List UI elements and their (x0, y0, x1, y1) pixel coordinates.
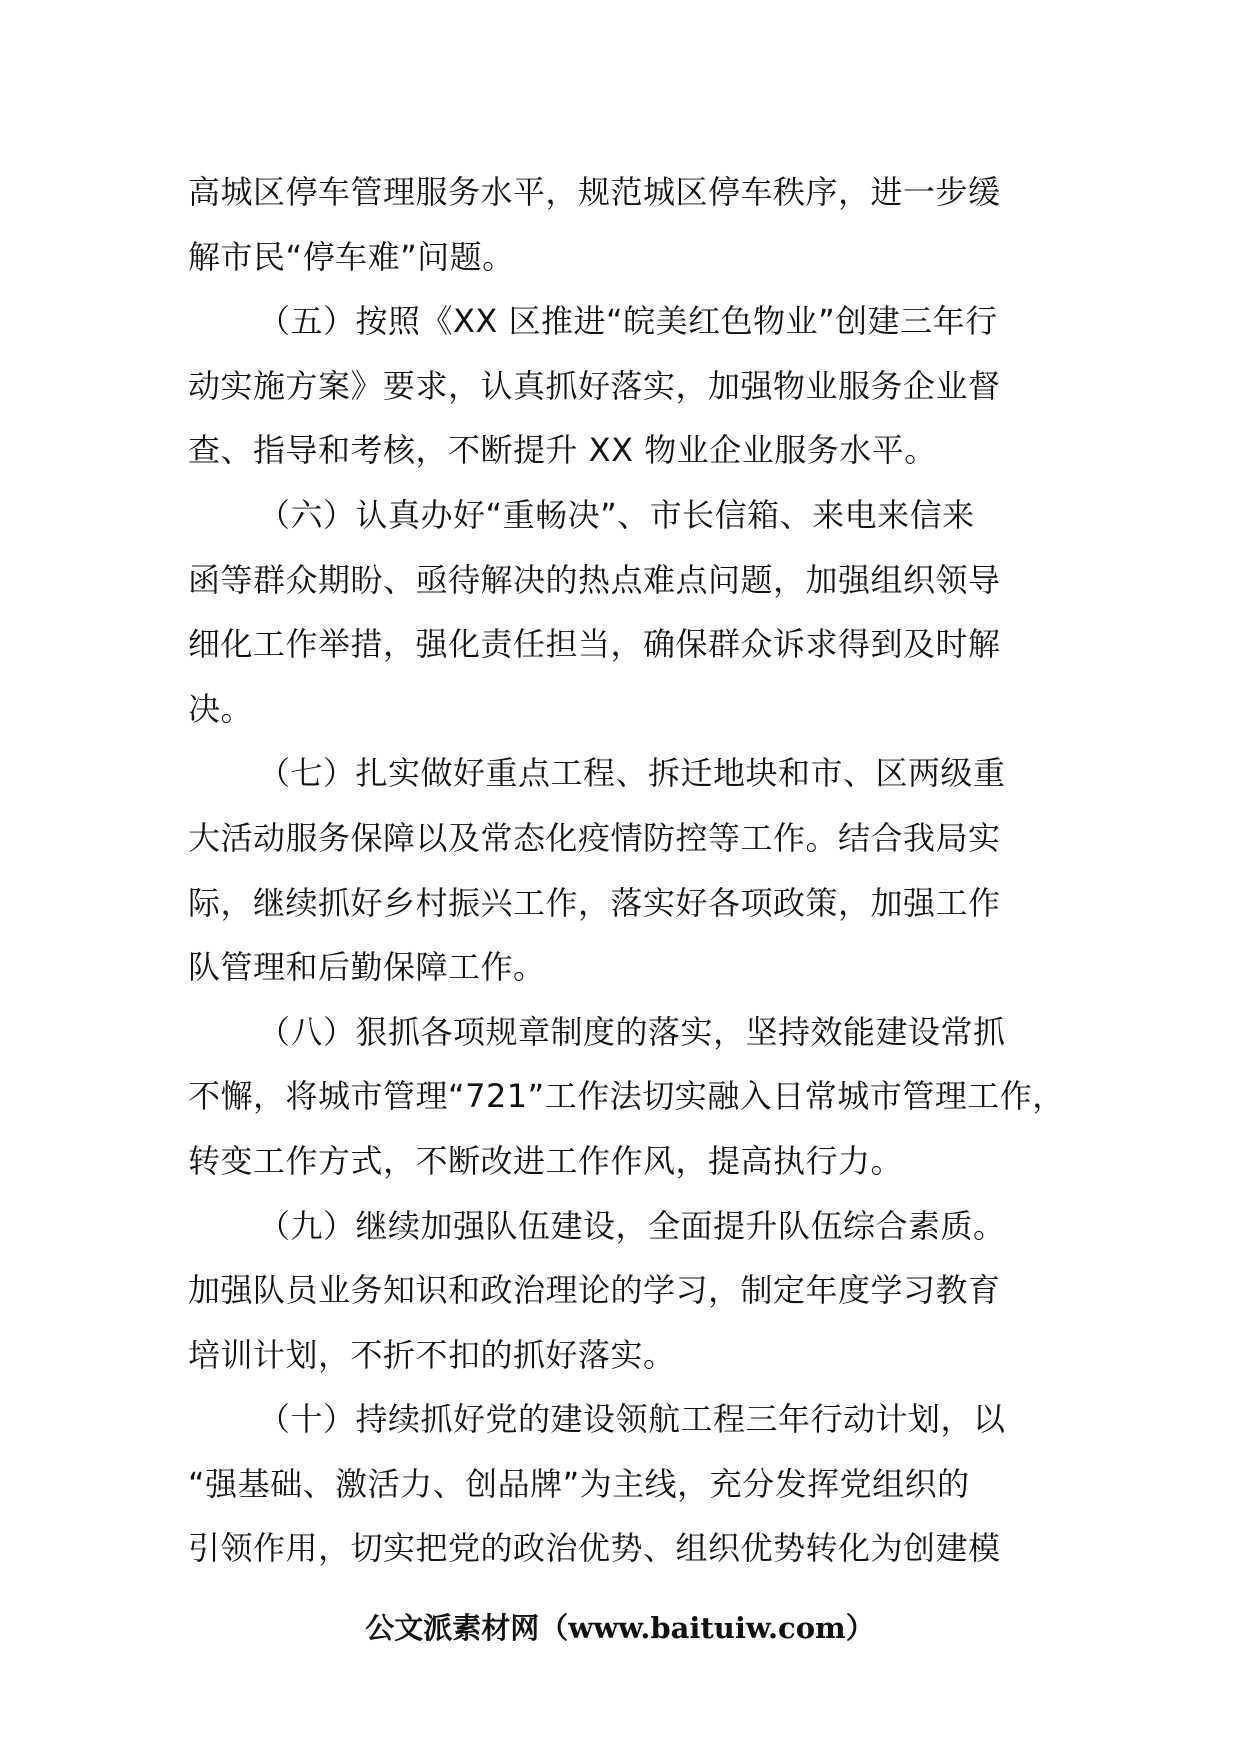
text-line: （八）狠抓各项规章制度的落实，坚持效能建设常抓 (258, 1012, 1006, 1051)
text-line: （五）按照《XX 区推进“皖美红色物业”创建三年行 (258, 302, 998, 341)
text-line: 查、指导和考核，不断提升 XX 物业企业服务水平。 (188, 431, 937, 470)
text-line: （六）认真办好“重畅决”、市长信箱、来电来信来 (258, 495, 975, 534)
document-body (188, 160, 1088, 1581)
text-line: “强基础、激活力、创品牌”为主线，充分发挥党组织的 (188, 1464, 970, 1503)
text-line: 高城区停车管理服务水平，规范城区停车秩序，进一步缓 (188, 173, 1001, 211)
text-line: 函等群众期盼、亟待解决的热点难点问题，加强组织领导 (188, 560, 1001, 599)
text-line: （十）持续抓好党的建设领航工程三年行动计划，以 (258, 1400, 1006, 1439)
text-line: 队管理和后勤保障工作。 (188, 948, 546, 987)
text-line: 大活动服务保障以及常态化疫情防控等工作。结合我局实 (188, 818, 1001, 857)
text-line: 动实施方案》要求，认真抓好落实，加强物业服务企业督 (188, 366, 1001, 405)
text-line: 培训计划，不折不扣的抓好落实。 (188, 1335, 676, 1374)
text-line: 不懈，将城市管理“721”工作法切实融入日常城市管理工作， (188, 1077, 1065, 1116)
text-line: 决。 (188, 689, 254, 728)
text-line: 际，继续抓好乡村振兴工作，落实好各项政策，加强工作 (188, 883, 1001, 922)
text-line: 加强队员业务知识和政治理论的学习，制定年度学习教育 (188, 1271, 1001, 1310)
text-line: 引领作用，切实把党的政治优势、组织优势转化为创建模 (188, 1529, 1001, 1568)
text-line: 解市民“停车难”问题。 (188, 237, 515, 276)
text-line: 转变工作方式，不断改进工作作风，提高执行力。 (188, 1141, 904, 1180)
footer-watermark: 公文派素材网（www.baituiw.com） (365, 1611, 875, 1645)
text-line: （七）扎实做好重点工程、拆迁地块和市、区两级重 (258, 754, 1006, 793)
text-line: 细化工作举措，强化责任担当，确保群众诉求得到及时解 (188, 625, 1001, 664)
text-line: （九）继续加强队伍建设，全面提升队伍综合素质。 (258, 1206, 1006, 1245)
